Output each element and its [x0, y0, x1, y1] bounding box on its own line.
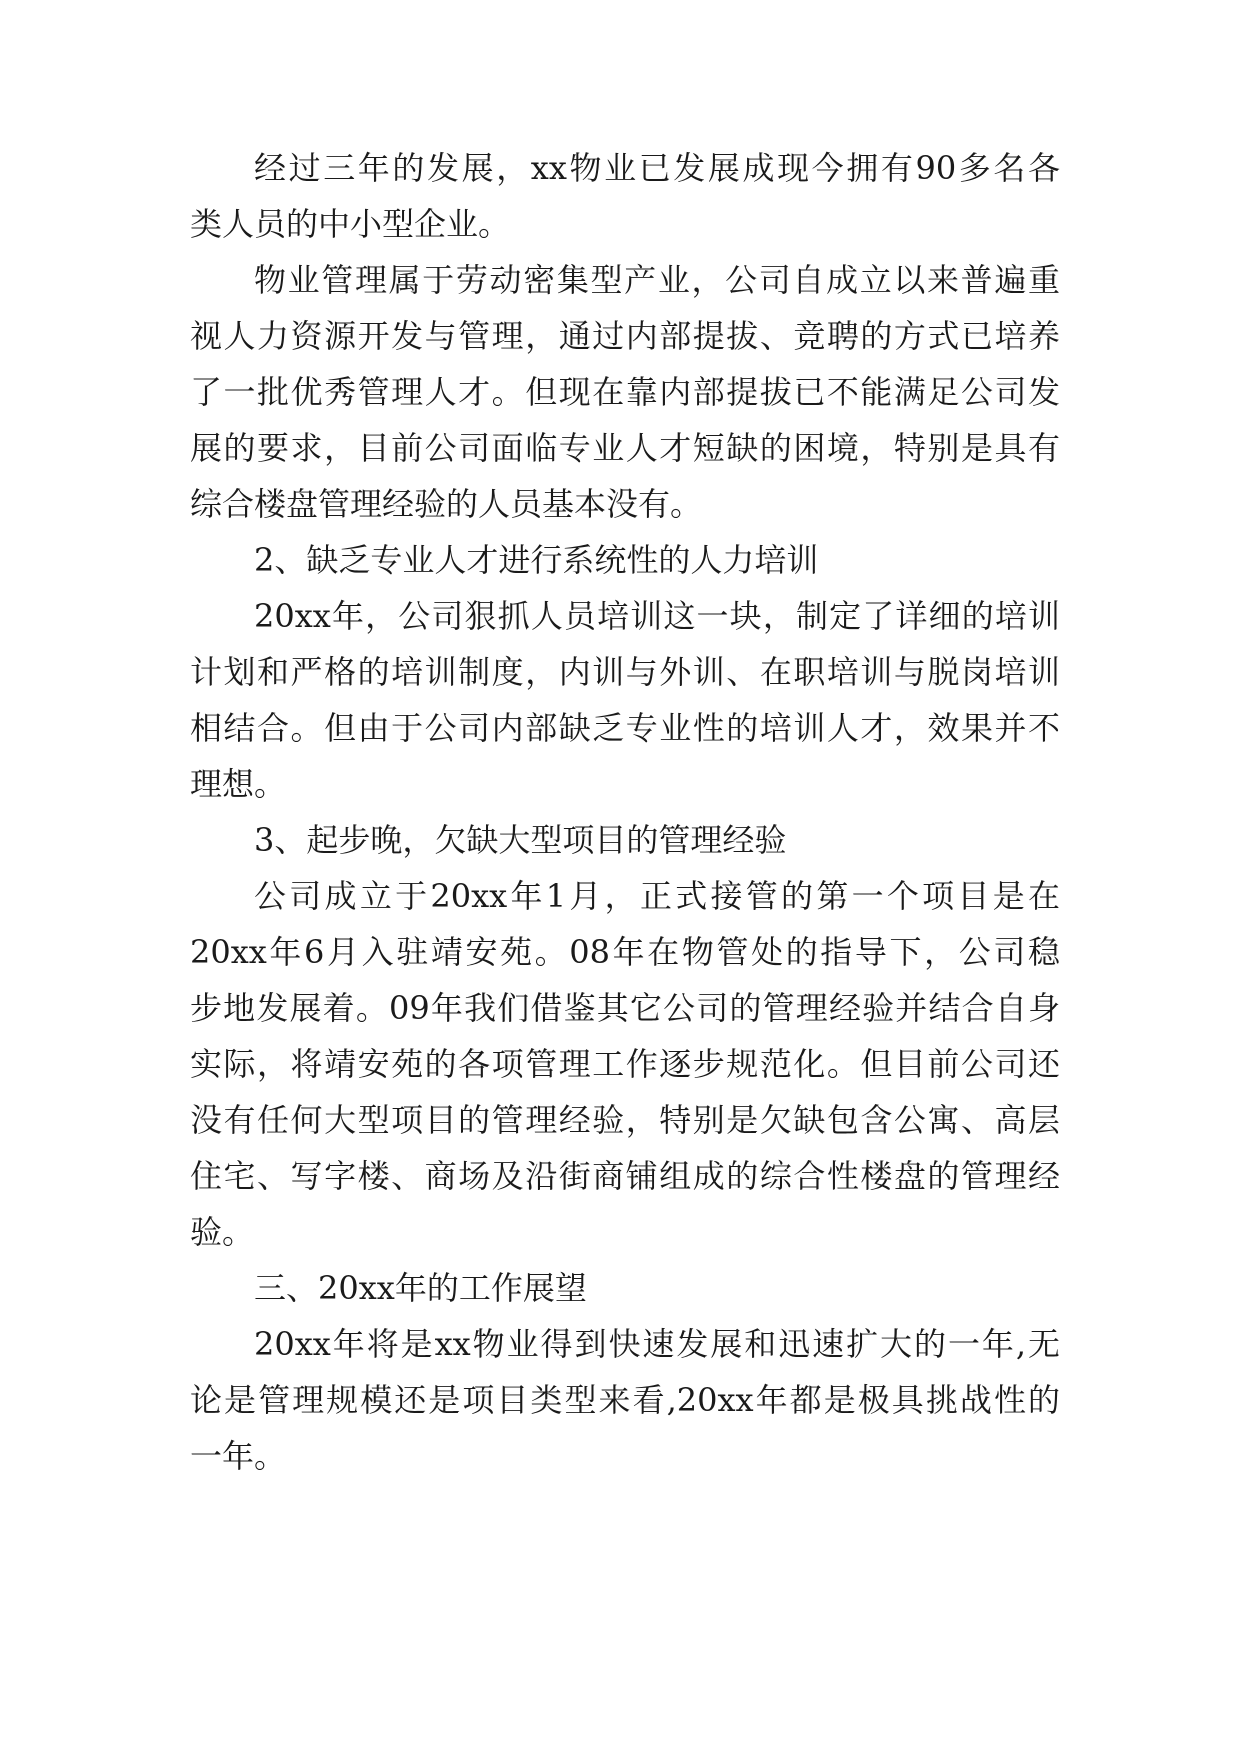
- section-heading: 三、20xx年的工作展望: [254, 1269, 587, 1307]
- paragraph-line: 相结合。但由于公司内部缺乏专业性的培训人才，效果并不: [190, 709, 1060, 747]
- paragraph-line: 展的要求，目前公司面临专业人才短缺的困境，特别是具有: [190, 429, 1060, 467]
- section-heading: 3、起步晚，欠缺大型项目的管理经验: [254, 821, 787, 859]
- paragraph-line: 20xx年6月入驻靖安苑。08年在物管处的指导下，公司稳: [190, 933, 1060, 971]
- paragraph-line: 20xx年将是xx物业得到快速发展和迅速扩大的一年,无: [254, 1325, 1060, 1363]
- paragraph-line: 一年。: [190, 1437, 287, 1475]
- paragraph-line: 计划和严格的培训制度，内训与外训、在职培训与脱岗培训: [190, 653, 1060, 691]
- paragraph-line: 了一批优秀管理人才。但现在靠内部提拔已不能满足公司发: [190, 373, 1060, 411]
- paragraph-line: 物业管理属于劳动密集型产业，公司自成立以来普遍重: [254, 261, 1060, 299]
- paragraph-line: 理想。: [190, 765, 287, 803]
- paragraph-line: 步地发展着。09年我们借鉴其它公司的管理经验并结合自身: [190, 989, 1060, 1027]
- paragraph-line: 类人员的中小型企业。: [190, 205, 511, 243]
- paragraph-line: 实际，将靖安苑的各项管理工作逐步规范化。但目前公司还: [190, 1045, 1060, 1083]
- paragraph-line: 验。: [190, 1213, 255, 1251]
- section-heading: 2、缺乏专业人才进行系统性的人力培训: [254, 541, 819, 579]
- paragraph-line: 20xx年，公司狠抓人员培训这一块，制定了详细的培训: [254, 597, 1060, 635]
- paragraph-line: 视人力资源开发与管理，通过内部提拔、竞聘的方式已培养: [190, 317, 1060, 355]
- paragraph-line: 综合楼盘管理经验的人员基本没有。: [190, 485, 703, 523]
- paragraph-line: 没有任何大型项目的管理经验，特别是欠缺包含公寓、高层: [190, 1101, 1060, 1139]
- paragraph-line: 论是管理规模还是项目类型来看,20xx年都是极具挑战性的: [190, 1381, 1060, 1419]
- paragraph-line: 经过三年的发展，xx物业已发展成现今拥有90多名各: [254, 149, 1060, 187]
- paragraph-line: 住宅、写字楼、商场及沿街商铺组成的综合性楼盘的管理经: [190, 1157, 1060, 1195]
- paragraph-line: 公司成立于20xx年1月，正式接管的第一个项目是在: [254, 877, 1060, 915]
